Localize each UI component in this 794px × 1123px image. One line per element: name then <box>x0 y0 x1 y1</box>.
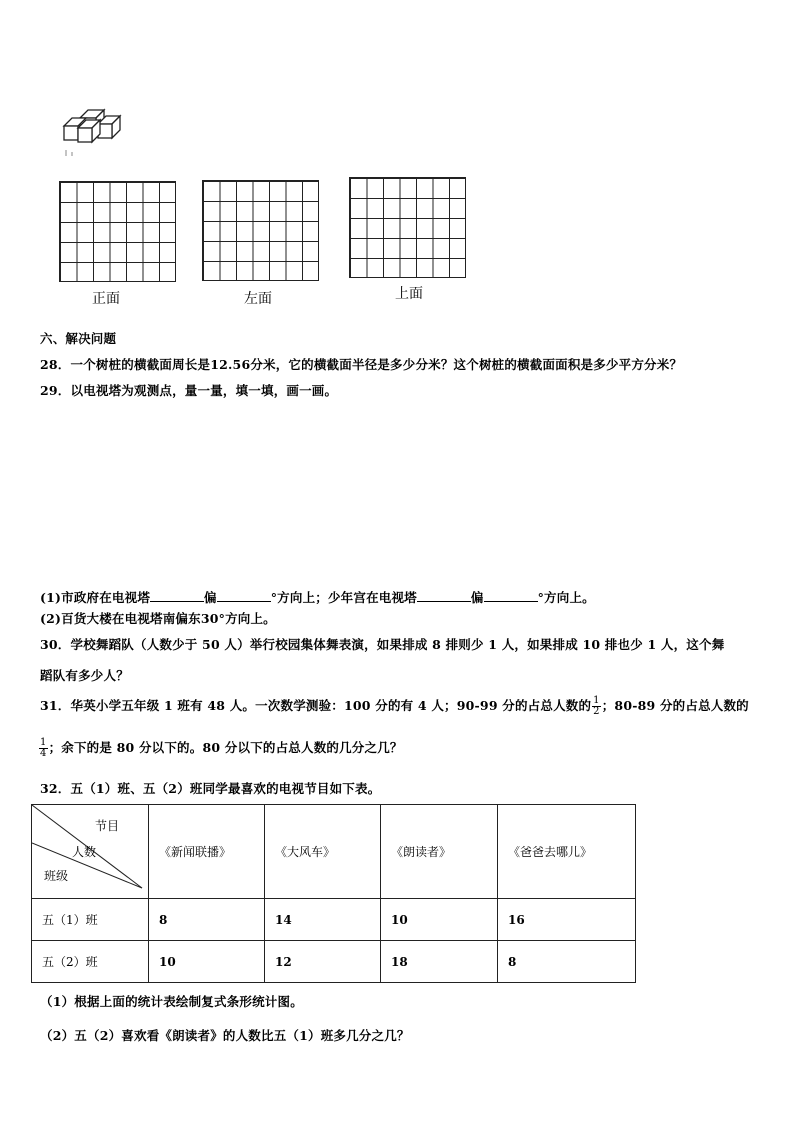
cube-figure <box>58 108 126 160</box>
question-32: 32．五（1）班、五（2）班同学最喜欢的电视节目如下表。 <box>40 781 381 796</box>
question-31-line-2 <box>38 738 403 759</box>
answer-blank-direction-1[interactable] <box>150 589 204 602</box>
table-row <box>32 899 636 941</box>
left-view-label: 左面 <box>244 291 272 307</box>
answer-blank-angle-2[interactable] <box>484 589 538 602</box>
question-32-part-1: （1）根据上面的统计表绘制复式条形统计图。 <box>40 994 303 1009</box>
left-view-grid[interactable] <box>202 180 319 281</box>
q29-1-text-a: (1)市政府在电视塔 <box>40 590 151 605</box>
cell-class2-dad: 8 <box>498 941 636 983</box>
q31-text-c: ；余下的是 80 分以下的。80 分以下的占总人数的几分之几？ <box>48 740 403 755</box>
table-corner-header <box>32 805 149 899</box>
section-title: 六、解决问题 <box>40 331 117 346</box>
cell-class1-dad: 16 <box>498 899 636 941</box>
q29-1-text-b: 偏 <box>204 590 217 605</box>
fraction-one-half: $\frac{1}{2}$ <box>593 695 600 717</box>
cell-class2-reader: 18 <box>381 941 498 983</box>
front-view-label: 正面 <box>92 291 120 307</box>
question-30-line-1: 30．学校舞蹈队（人数少于 50 人）举行校园集体舞表演，如果排成 8 排则少 1 人，如果排成 10 排也少 1 人，这个舞 <box>40 637 725 652</box>
tv-program-table <box>31 804 636 983</box>
question-31-line-1 <box>40 696 749 717</box>
q29-1-text-e: °方向上。 <box>537 590 595 605</box>
question-29-part-1 <box>40 588 595 606</box>
answer-blank-direction-2[interactable] <box>417 589 471 602</box>
column-header-4: 《爸爸去哪儿》 <box>498 805 636 899</box>
question-29: 29．以电视塔为观测点，量一量，填一填，画一画。 <box>40 383 338 398</box>
cell-class1-reader: 10 <box>381 899 498 941</box>
top-view-label: 上面 <box>395 286 423 302</box>
header-count: 人数 <box>72 845 97 859</box>
cell-class1-windmill: 14 <box>265 899 381 941</box>
top-view-grid[interactable] <box>349 177 466 278</box>
fraction-one-quarter: $\frac{1}{4}$ <box>40 737 47 759</box>
question-30-line-2: 蹈队有多少人？ <box>40 668 129 683</box>
header-class: 班级 <box>44 869 69 883</box>
q29-1-text-d: 偏 <box>470 590 484 605</box>
row-label-class-1: 五（1）班 <box>32 899 149 941</box>
question-29-part-2: (2)百货大楼在电视塔南偏东30°方向上。 <box>40 611 276 626</box>
q29-1-text-c: °方向上；少年宫在电视塔 <box>270 590 417 605</box>
q31-text-a: 31．华英小学五年级 1 班有 48 人。一次数学测验：100 分的有 4 人；90-99 分的占总人数的 <box>40 698 592 713</box>
header-program: 节目 <box>95 819 120 833</box>
answer-blank-angle-1[interactable] <box>217 589 271 602</box>
column-header-1: 《新闻联播》 <box>149 805 265 899</box>
cell-class2-news: 10 <box>149 941 265 983</box>
cell-class2-windmill: 12 <box>265 941 381 983</box>
cell-class1-news: 8 <box>149 899 265 941</box>
column-header-3: 《朗读者》 <box>381 805 498 899</box>
q31-text-b: ；80-89 分的占总人数的 <box>601 698 749 713</box>
question-32-part-2: （2）五（2）喜欢看《朗读者》的人数比五（1）班多几分之几？ <box>40 1028 410 1043</box>
question-28: 28．一个树桩的横截面周长是12.56分米，它的横截面半径是多少分米？这个树桩的横截面面积是多少平方分米？ <box>40 357 683 372</box>
front-view-grid[interactable] <box>59 181 176 282</box>
column-header-2: 《大风车》 <box>265 805 381 899</box>
table-row <box>32 941 636 983</box>
row-label-class-2: 五（2）班 <box>32 941 149 983</box>
